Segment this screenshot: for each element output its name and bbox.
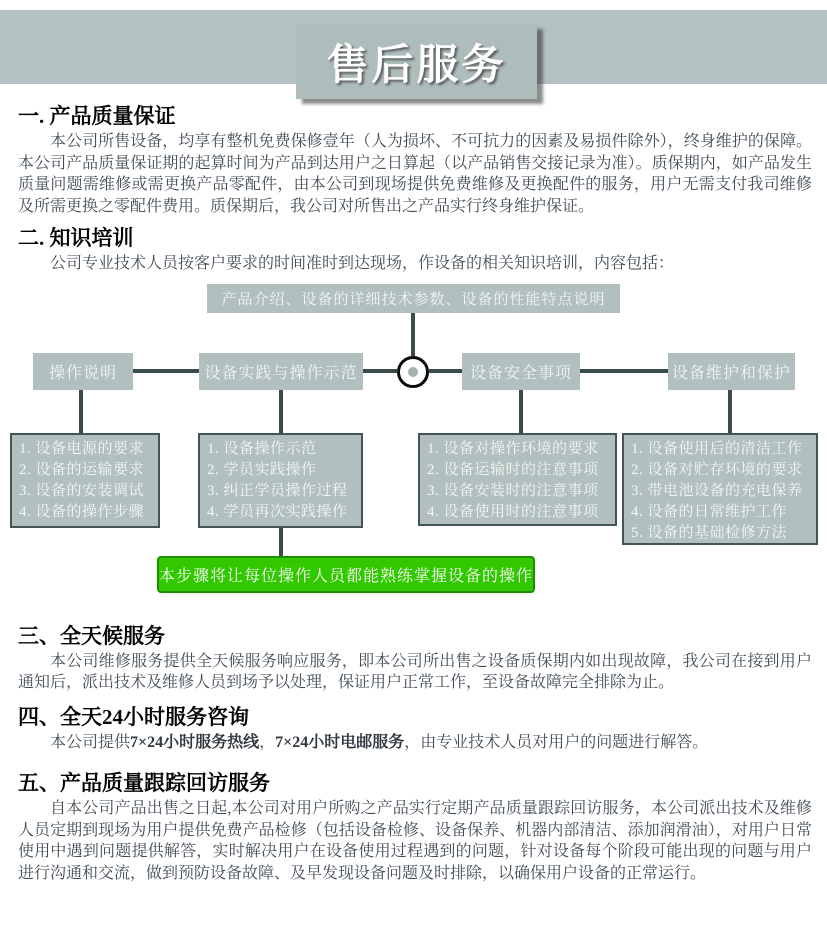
text-segment: ， bbox=[259, 733, 276, 751]
connector-branch1-branch2 bbox=[133, 369, 199, 373]
connector-branch3-branch4 bbox=[580, 369, 668, 373]
connector-branch2-list bbox=[279, 390, 283, 433]
list-practice-demonstration bbox=[198, 433, 363, 528]
list-safety-matters bbox=[418, 433, 617, 526]
connector-list2-result bbox=[279, 528, 283, 556]
list-item: 1. 设备使用后的清洁工作 bbox=[631, 440, 803, 457]
list-item: 1. 设备操作示范 bbox=[207, 440, 317, 457]
section-2-paragraph: 公司专业技术人员按客户要求的时间准时到达现场，作设备的相关知识培训，内容包括： bbox=[50, 255, 675, 272]
text-segment: ，由专业技术人员对用户的问题进行解答。 bbox=[404, 733, 709, 751]
list-item: 1. 设备电源的要求 bbox=[19, 440, 145, 457]
banner bbox=[0, 0, 827, 99]
training-flowchart bbox=[0, 284, 827, 594]
text-segment: 本公司提供 bbox=[50, 733, 131, 751]
list-item: 5. 设备的基础检修方法 bbox=[631, 524, 788, 541]
list-item: 3. 纠正学员操作过程 bbox=[207, 482, 348, 499]
list-item: 3. 设备的安装调试 bbox=[19, 482, 145, 499]
branch-operation-instructions: 操作说明 bbox=[33, 353, 133, 390]
section-3-heading: 三、全天候服务 bbox=[18, 623, 165, 648]
hub-dot bbox=[408, 367, 418, 377]
section-4-heading: 四、全天24小时服务咨询 bbox=[18, 704, 249, 729]
page-title-box bbox=[296, 24, 537, 99]
hotline-text: 7×24小时服务热线 bbox=[130, 733, 260, 751]
branch-maintenance-protection: 设备维护和保护 bbox=[668, 353, 795, 390]
branch-practice-demonstration: 设备实践与操作示范 bbox=[199, 353, 363, 390]
list-item: 3. 带电池设备的充电保养 bbox=[631, 482, 803, 499]
email-service-text: 7×24小时电邮服务 bbox=[275, 733, 405, 751]
page-title: 售后服务 bbox=[326, 40, 507, 88]
list-maintenance-protection bbox=[622, 433, 818, 545]
list-item: 2. 设备的运输要求 bbox=[19, 461, 145, 478]
connector-root-to-hub bbox=[411, 313, 415, 356]
result-box: 本步骤将让每位操作人员都能熟练掌握设备的操作 bbox=[157, 556, 535, 593]
section-5-heading: 五、产品质量跟踪回访服务 bbox=[18, 771, 270, 795]
list-item: 2. 设备对贮存环境的要求 bbox=[631, 461, 803, 478]
section-3-paragraph: 本公司维修服务提供全天候服务响应服务，即本公司所出售之设备质保期内如出现故障，我公司在接到用户通知后，派出技术及维修人员到场予以处理，保证用户正常工作，至设备故障完全排除为止。 bbox=[18, 652, 812, 691]
list-item: 4. 学员再次实践操作 bbox=[207, 503, 348, 520]
flowchart-root-box: 产品介绍、设备的详细技术参数、设备的性能特点说明 bbox=[207, 284, 620, 313]
list-item: 2. 学员实践操作 bbox=[207, 461, 317, 478]
section-2-heading: 二. 知识培训 bbox=[18, 226, 134, 250]
section-1-heading: 一. 产品质量保证 bbox=[18, 104, 176, 128]
list-operation-instructions bbox=[10, 433, 160, 528]
connector-branch4-list bbox=[728, 390, 732, 433]
list-item: 3. 设备安装时的注意事项 bbox=[427, 482, 599, 499]
branch-safety-matters: 设备安全事项 bbox=[462, 353, 580, 390]
list-item: 4. 设备的操作步骤 bbox=[19, 503, 145, 520]
connector-branch2-hub bbox=[363, 369, 397, 373]
list-item: 1. 设备对操作环境的要求 bbox=[427, 440, 599, 457]
list-item: 4. 设备的日常维护工作 bbox=[631, 503, 788, 520]
section-4-paragraph bbox=[18, 732, 812, 754]
list-item: 4. 设备使用时的注意事项 bbox=[427, 503, 599, 520]
connector-branch1-list bbox=[79, 390, 83, 433]
connector-branch3-list bbox=[519, 390, 523, 433]
section-5-paragraph: 自本公司产品出售之日起,本公司对用户所购之产品实行定期产品质量跟踪回访服务，本公司派出技术及维修人员定期到现场为用户提供免费产品检修（包括设备检修、设备保养、机器内部清洁、添加润滑油），对用户日常使用中遇到问题提供解答，实时解决用户在设备使用过程遇到的问题，针对设备每个阶段可能出现的问题与用户进行沟通和交流，做到预防设备故障、及早发现设备问题及时排除，以确保用户设备的正常运行。 bbox=[18, 800, 812, 882]
hub-circle-icon bbox=[397, 356, 429, 388]
connector-hub-branch3 bbox=[429, 369, 462, 373]
section-1-paragraph: 本公司所售设备，均享有整机免费保修壹年（人为损坏、不可抗力的因素及易损件除外），终身维护的保障。本公司产品质量保证期的起算时间为产品到达用户之日算起（以产品销售交接记录为准）。质保期内，如产品发生质量问题需维修或需更换产品零配件，由本公司到现场提供免费维修及更换配件的服务，用户无需支付我司维修及所需更换之零配件费用。质保期后，我公司对所售出之产品实行终身维护保证。 bbox=[18, 133, 812, 215]
list-item: 2. 设备运输时的注意事项 bbox=[427, 461, 599, 478]
